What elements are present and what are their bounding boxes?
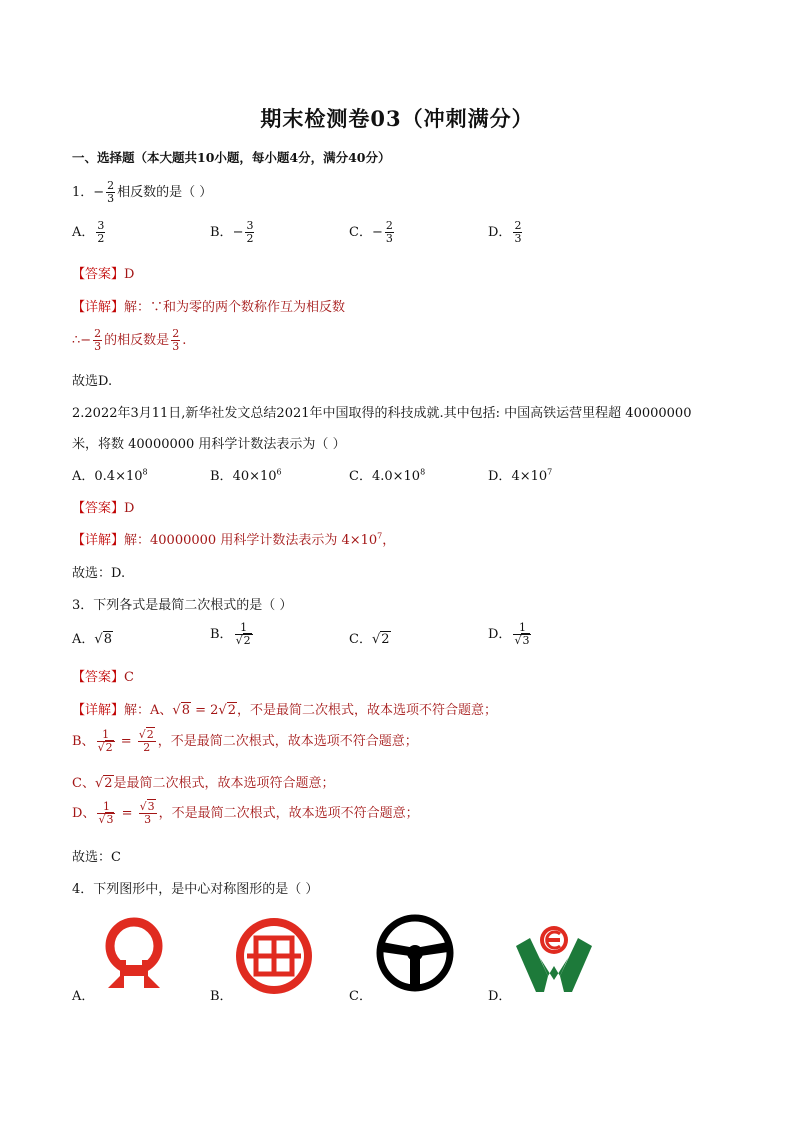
bank-logo-icon[interactable] [234,916,314,996]
q3-option-c[interactable]: C．√2 [349,632,390,647]
q1-option-c[interactable]: C．− $\frac{2}{3}$ [349,219,393,245]
q3-conclusion: 故选：C [72,850,121,865]
q1-answer: 【答案】D [72,267,135,282]
q2-option-b[interactable]: B．$40\times 10^6$ [210,467,282,484]
railway-logo-icon[interactable] [98,916,170,992]
q4-option-d-label[interactable]: D． [488,989,512,1004]
q2-detail: 【详解】解：40000000 用科学计数法表示为 $4\times 10^7$， [72,531,396,548]
q1-fraction: $\frac{2}{3}$ [107,179,115,205]
q3-detail-a: 【详解】解：A、√8 = 2√2，不是最简二次根式，故本选项不符合题意； [72,703,498,718]
q1-option-b[interactable]: B．− $\frac{3}{2}$ [210,219,254,245]
q4-stem: 4．下列图形中，是中心对称图形的是（ ） [72,882,319,897]
q1-option-d[interactable]: D． $\frac{2}{3}$ [488,219,522,245]
page-title: 期末检测卷03（冲刺满分） [260,106,534,131]
q2-conclusion: 故选：D. [72,566,126,581]
q3-stem: 3．下列各式是最简二次根式的是（ ） [72,598,293,613]
q1-prefix: 1．− [72,185,105,200]
q4-option-a-label[interactable]: A． [72,989,95,1004]
sqrt-icon: √2 [371,632,390,647]
section-heading: 一、选择题（本大题共10小题，每小题4分，满分40分） [72,150,391,165]
q1-conclusion: 故选D. [72,374,113,389]
q4-option-b-label[interactable]: B． [210,989,233,1004]
q3-answer: 【答案】C [72,670,134,685]
q1-suffix: 相反数的是（ ） [117,185,213,200]
sqrt-icon: √3 [514,634,530,647]
q3-detail-b: B、 $\frac{1}{√2}$ = $\frac{√2}{2}$ ，不是最简二次根式，故本选项不符合题意； [72,728,418,754]
sqrt-icon: √2 [235,634,251,647]
q3-option-b[interactable]: B． $\frac{1}{√2}$ [210,621,251,647]
q2-option-a[interactable]: A．$0.4\times 10^8$ [72,467,148,484]
q3-option-a[interactable]: A．√8 [72,632,112,647]
question-1-stem [72,180,212,205]
q2-stem-1: 2.2022年3月11日,新华社发文总结2021年中国取得的科技成就.其中包括: 中国高铁运营里程超 40000000 [72,406,692,421]
q4-option-c-label[interactable]: C． [349,989,372,1004]
q1-option-a[interactable]: A． $\frac{3}{2}$ [72,219,105,245]
q1-detail-2: ∴− $\frac{2}{3}$ 的相反数是 $\frac{2}{3}$ . [72,327,187,353]
q3-detail-c: C、√2是最简二次根式，故本选项符合题意； [72,776,335,791]
q3-option-d[interactable]: D． $\frac{1}{√3}$ [488,621,530,647]
credit-union-logo-icon[interactable] [514,918,594,994]
q2-stem-2: 米，将数 40000000 用科学计数法表示为（ ） [72,437,346,452]
steering-wheel-icon[interactable] [374,912,456,994]
sqrt-icon: √8 [94,632,112,647]
q3-detail-d: D、 $\frac{1}{√3}$ = $\frac{√3}{3}$ ，不是最简二次根式，故本选项不符合题意； [72,800,419,826]
q1-detail-1: 【详解】解：∵和为零的两个数称作互为相反数 [72,300,346,315]
q2-answer: 【答案】D [72,501,135,516]
q2-option-d[interactable]: D．$4\times 10^7$ [488,467,553,484]
q2-option-c[interactable]: C．$4.0\times 10^8$ [349,467,426,484]
